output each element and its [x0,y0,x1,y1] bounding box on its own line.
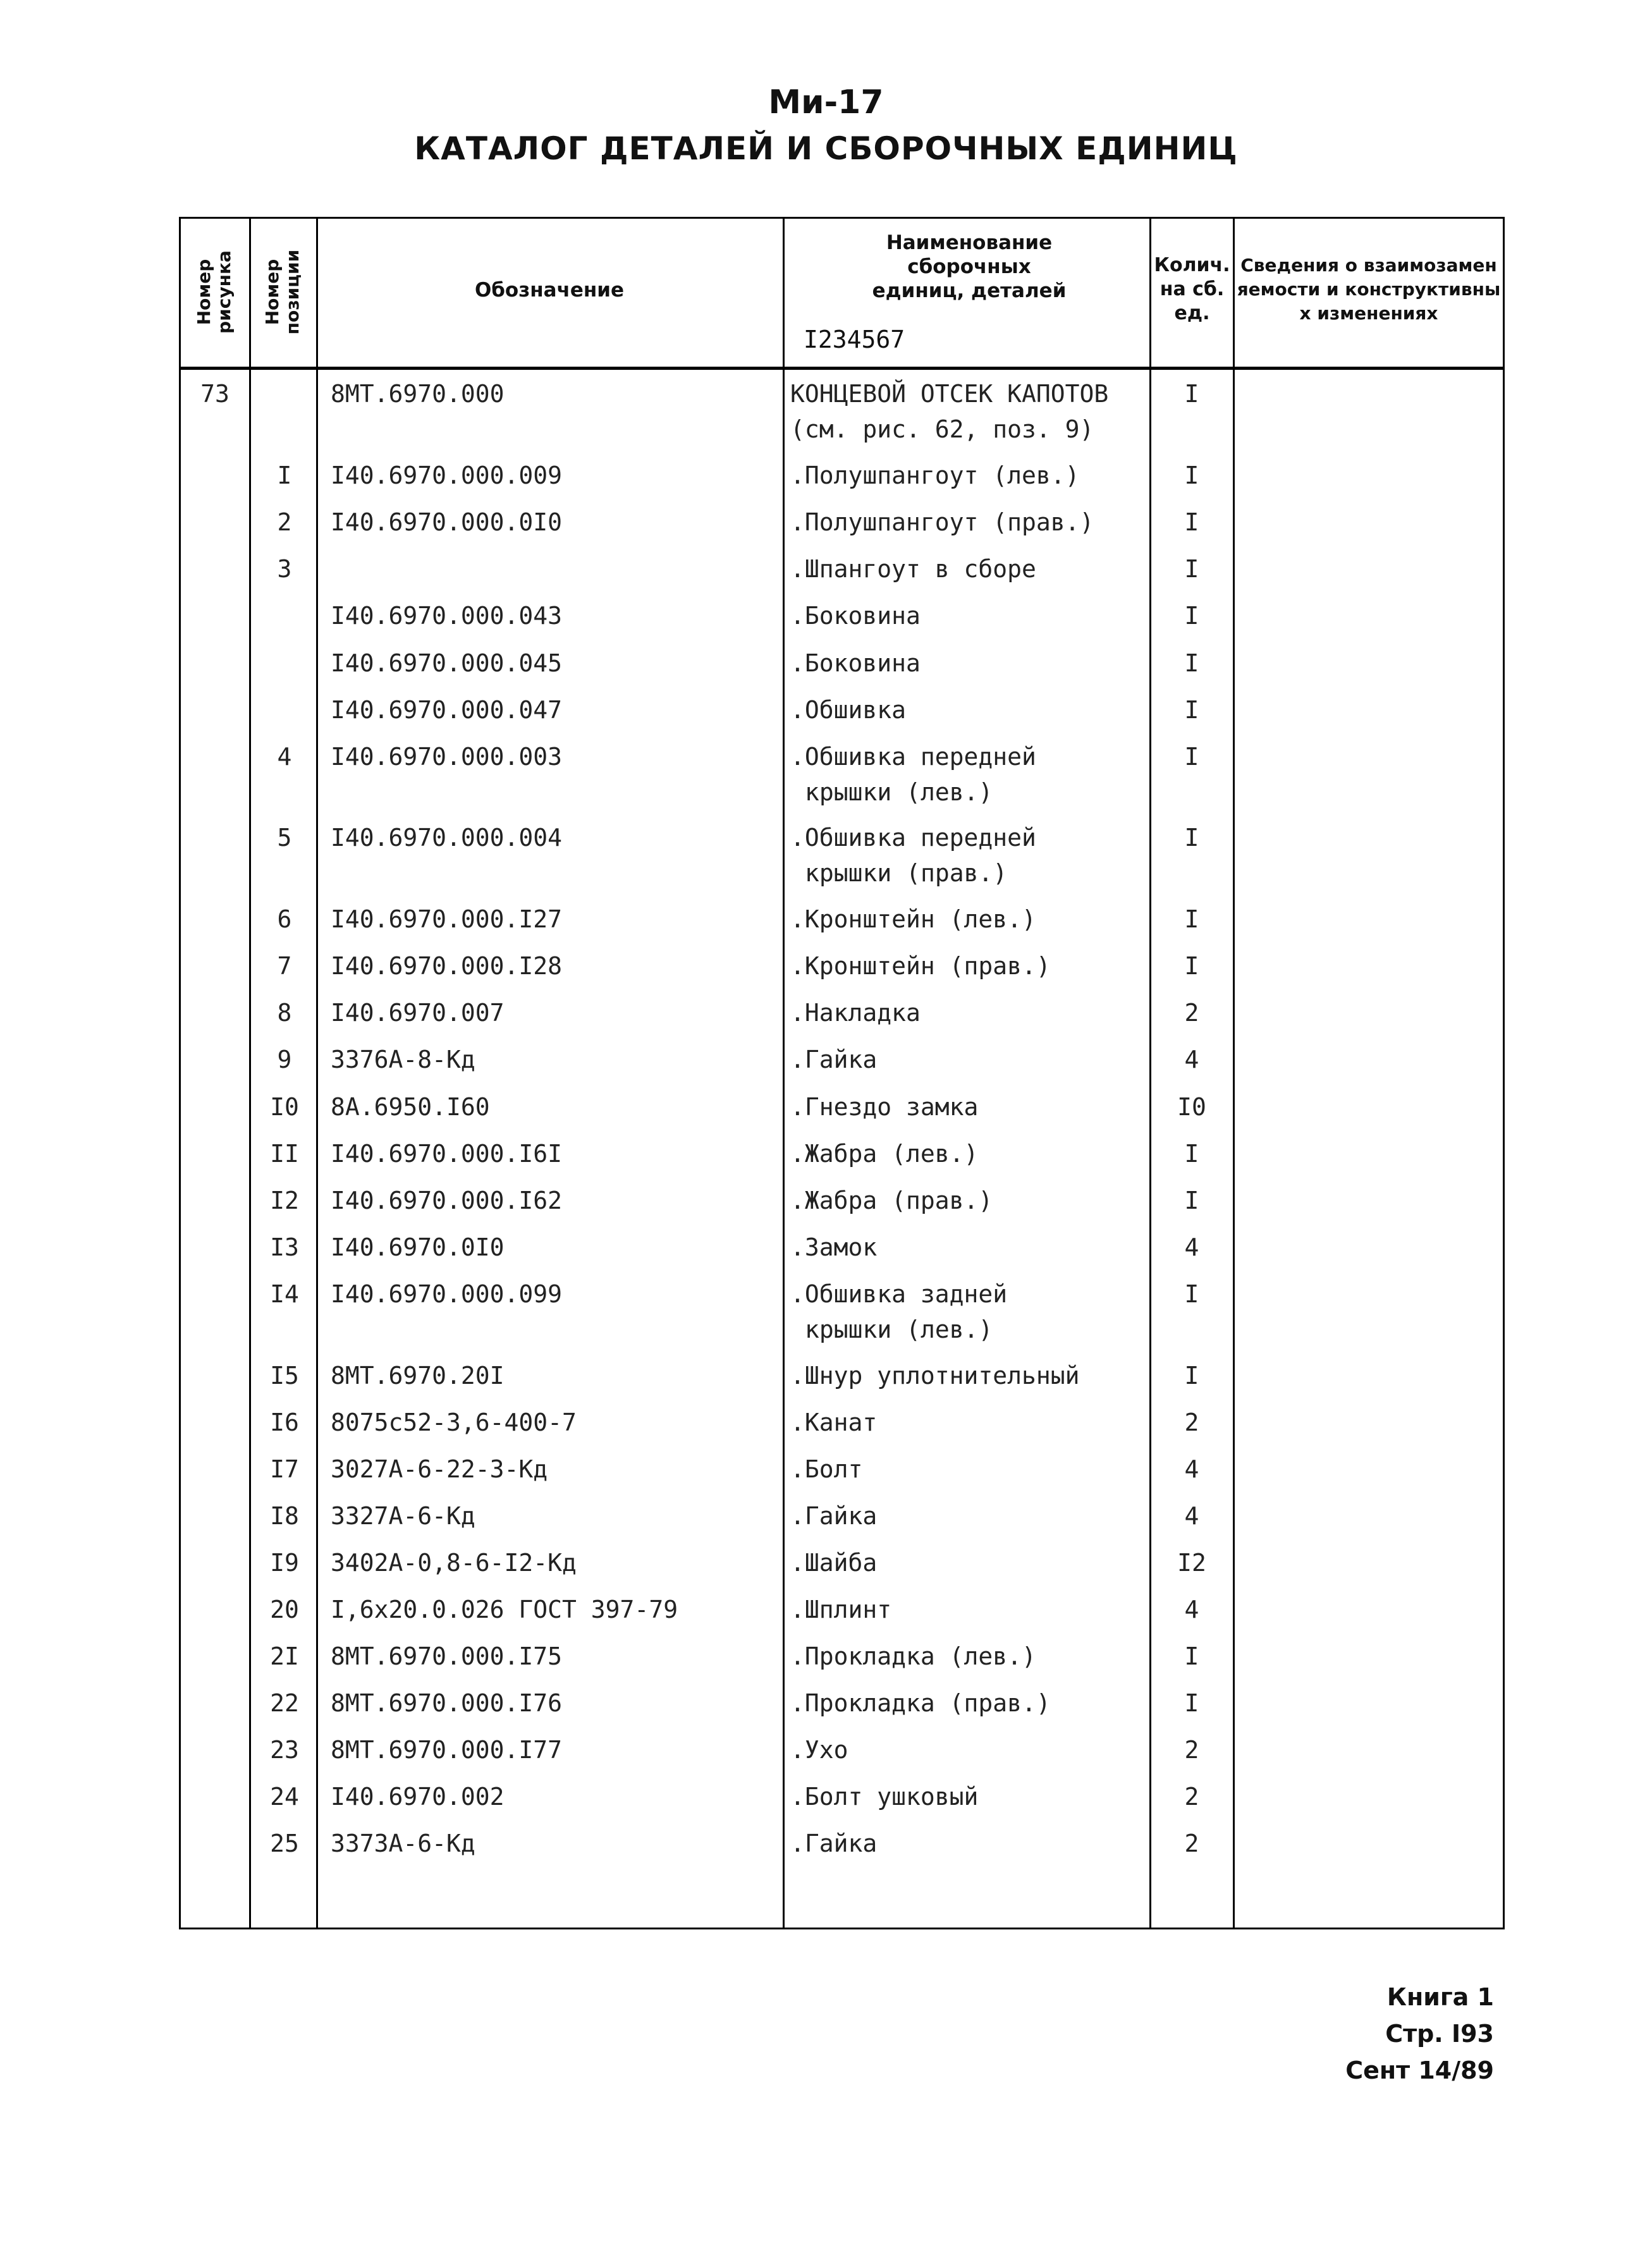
row-position: I3 [270,1233,299,1261]
row-designation: 8МТ.6970.000.I75 [331,1642,563,1670]
row-position: 24 [270,1783,299,1811]
row-quantity: 4 [1184,1502,1199,1530]
catalog-title: КАТАЛОГ ДЕТАЛЕЙ И СБОРОЧНЫХ ЕДИНИЦ [414,130,1238,167]
row-designation: 8МТ.6970.000.I77 [331,1736,563,1764]
row-quantity: 2 [1184,1783,1199,1811]
header-name-index: I234567 [804,326,905,353]
row-designation: 3327А-6-Кд [331,1502,475,1530]
row-name: .Ухо [790,1736,848,1764]
row-name: .Шайба [790,1549,878,1577]
table-row [179,1276,1505,1347]
row-name: .Боковина [790,649,921,677]
row-quantity: I [1184,743,1199,771]
row-name: .Кронштейн (лев.) [790,905,1036,933]
row-position: 4 [277,743,292,771]
row-position: 23 [270,1736,299,1764]
row-designation: I40.6970.000.004 [331,824,563,852]
row-name: .Гнездо замка [790,1093,979,1121]
header-designation: Обозначение [474,279,625,302]
row-name: .Накладка [790,999,921,1027]
row-quantity: I2 [1177,1549,1206,1577]
row-designation: I40.6970.000.I27 [331,905,563,933]
row-quantity: I [1184,905,1199,933]
row-designation: I,6x20.0.026 ГОСТ 397-79 [331,1596,678,1623]
row-position: I9 [270,1549,299,1577]
footer-book: Книга 1 [1386,1983,1494,2011]
row-designation: I40.6970.000.003 [331,743,563,771]
row-designation: 8А.6950.I60 [331,1093,490,1121]
row-name: .Шплинт [790,1596,892,1623]
row-designation: I40.6970.0I0 [331,1233,505,1261]
row-quantity: I [1184,508,1199,536]
row-position: 22 [270,1689,299,1717]
row-quantity: I [1184,1140,1199,1168]
row-figure: 73 [200,380,229,408]
header-name: Наименование сборочных единиц, деталей [872,231,1067,302]
row-quantity: I [1184,1362,1199,1390]
row-position: I7 [270,1455,299,1483]
header-position-number [249,217,316,367]
row-name: .Жабра (лев.) [790,1140,979,1168]
row-name: .Обшивка [790,696,907,724]
row-quantity: I [1184,380,1199,408]
row-position: I5 [270,1362,299,1390]
row-quantity: I [1184,1280,1199,1308]
row-name: .Кронштейн (прав.) [790,952,1051,980]
row-name: .Боковина [790,602,921,630]
row-position: 6 [277,905,292,933]
row-designation: 3402А-0,8-6-I2-Кд [331,1549,577,1577]
row-designation: I40.6970.000.I6I [331,1140,563,1168]
row-position: 25 [270,1830,299,1857]
row-quantity: 4 [1184,1046,1199,1073]
row-name: .Болт ушковый [790,1783,979,1811]
table-row [179,820,1505,891]
row-quantity: 2 [1184,1830,1199,1857]
row-position: 3 [277,555,292,583]
row-quantity: I [1184,824,1199,852]
row-quantity: I [1184,602,1199,630]
row-name: .Шнур уплотнительный [790,1362,1080,1390]
row-designation: I40.6970.002 [331,1783,505,1811]
row-designation: I40.6970.000.043 [331,602,563,630]
row-designation: 3373А-6-Кд [331,1830,475,1857]
row-quantity: 2 [1184,999,1199,1027]
row-name: .Гайка [790,1830,878,1857]
row-designation: I40.6970.007 [331,999,505,1027]
table-row [179,376,1505,447]
row-position: 7 [277,952,292,980]
header-position-number-label: Номер позиции [262,249,303,334]
row-name-continued: крышки (лев.) [805,1316,993,1343]
document-model-title: Ми-17 [768,83,884,121]
row-name: .Замок [790,1233,878,1261]
row-quantity: I [1184,461,1199,489]
row-name: .Гайка [790,1046,878,1073]
row-quantity: 2 [1184,1409,1199,1436]
row-designation: 8МТ.6970.20I [331,1362,505,1390]
row-quantity: I0 [1177,1093,1206,1121]
row-name: .Шпангоут в сборе [790,555,1036,583]
row-designation: I40.6970.000.0I0 [331,508,563,536]
row-name-continued: крышки (лев.) [805,778,993,806]
row-name: .Гайка [790,1502,878,1530]
row-designation: I40.6970.000.047 [331,696,563,724]
row-name: .Прокладка (лев.) [790,1642,1036,1670]
row-designation: 8075с52-3,6-400-7 [331,1409,577,1436]
row-quantity: I [1184,555,1199,583]
row-designation: I40.6970.000.045 [331,649,563,677]
row-position: II [270,1140,299,1168]
row-position: 2 [277,508,292,536]
row-quantity: 2 [1184,1736,1199,1764]
header-figure-number [179,217,249,367]
row-position: I2 [270,1187,299,1214]
row-position: I6 [270,1409,299,1436]
row-position: I [277,461,292,489]
row-position: I0 [270,1093,299,1121]
row-quantity: I [1184,649,1199,677]
header-figure-number-label: Номер рисунка [193,250,235,334]
row-quantity: I [1184,696,1199,724]
row-position: 2I [270,1642,299,1670]
row-name: .Канат [790,1409,878,1436]
row-designation: I40.6970.000.009 [331,461,563,489]
row-quantity: 4 [1184,1596,1199,1623]
column-divider [783,217,785,1929]
row-name: .Обшивка задней [790,1280,1008,1308]
row-name-continued: (см. рис. 62, поз. 9) [790,415,1094,443]
row-name: .Полушпангоут (лев.) [790,461,1080,489]
column-divider [1233,217,1235,1929]
row-name: .Прокладка (прав.) [790,1689,1051,1717]
row-designation: I40.6970.000.099 [331,1280,563,1308]
row-position: 9 [277,1046,292,1073]
row-name: КОНЦЕВОЙ ОТСЕК КАПОТОВ [790,380,1109,408]
parts-table [179,217,1505,1929]
row-quantity: 4 [1184,1233,1199,1261]
row-name: .Полушпангоут (прав.) [790,508,1094,536]
row-designation: 8МТ.6970.000.I76 [331,1689,563,1717]
row-position: 8 [277,999,292,1027]
row-designation: 8МТ.6970.000 [331,380,505,408]
footer-date: Сент 14/89 [1345,2056,1494,2084]
row-position: I8 [270,1502,299,1530]
row-designation: 3376А-8-Кд [331,1046,475,1073]
row-position: 5 [277,824,292,852]
row-position: I4 [270,1280,299,1308]
row-position: 20 [270,1596,299,1623]
row-designation: I40.6970.000.I28 [331,952,563,980]
row-designation: I40.6970.000.I62 [331,1187,563,1214]
header-interchangeability: Сведения о взаимозаменяемости и конструктивных изменениях [1237,255,1501,324]
row-name-continued: крышки (прав.) [805,859,1008,887]
row-quantity: I [1184,1187,1199,1214]
row-name: .Обшивка передней [790,743,1036,771]
row-name: .Жабра (прав.) [790,1187,993,1214]
row-quantity: I [1184,1642,1199,1670]
header-separator [179,367,1505,370]
row-name: .Обшивка передней [790,824,1036,852]
header-quantity: Колич. на сб. ед. [1154,254,1230,324]
row-quantity: I [1184,1689,1199,1717]
row-name: .Болт [790,1455,863,1483]
footer-page: Стр. I93 [1385,2020,1494,2048]
table-row [179,739,1505,810]
row-designation: 3027А-6-22-3-Кд [331,1455,548,1483]
row-quantity: I [1184,952,1199,980]
row-quantity: 4 [1184,1455,1199,1483]
